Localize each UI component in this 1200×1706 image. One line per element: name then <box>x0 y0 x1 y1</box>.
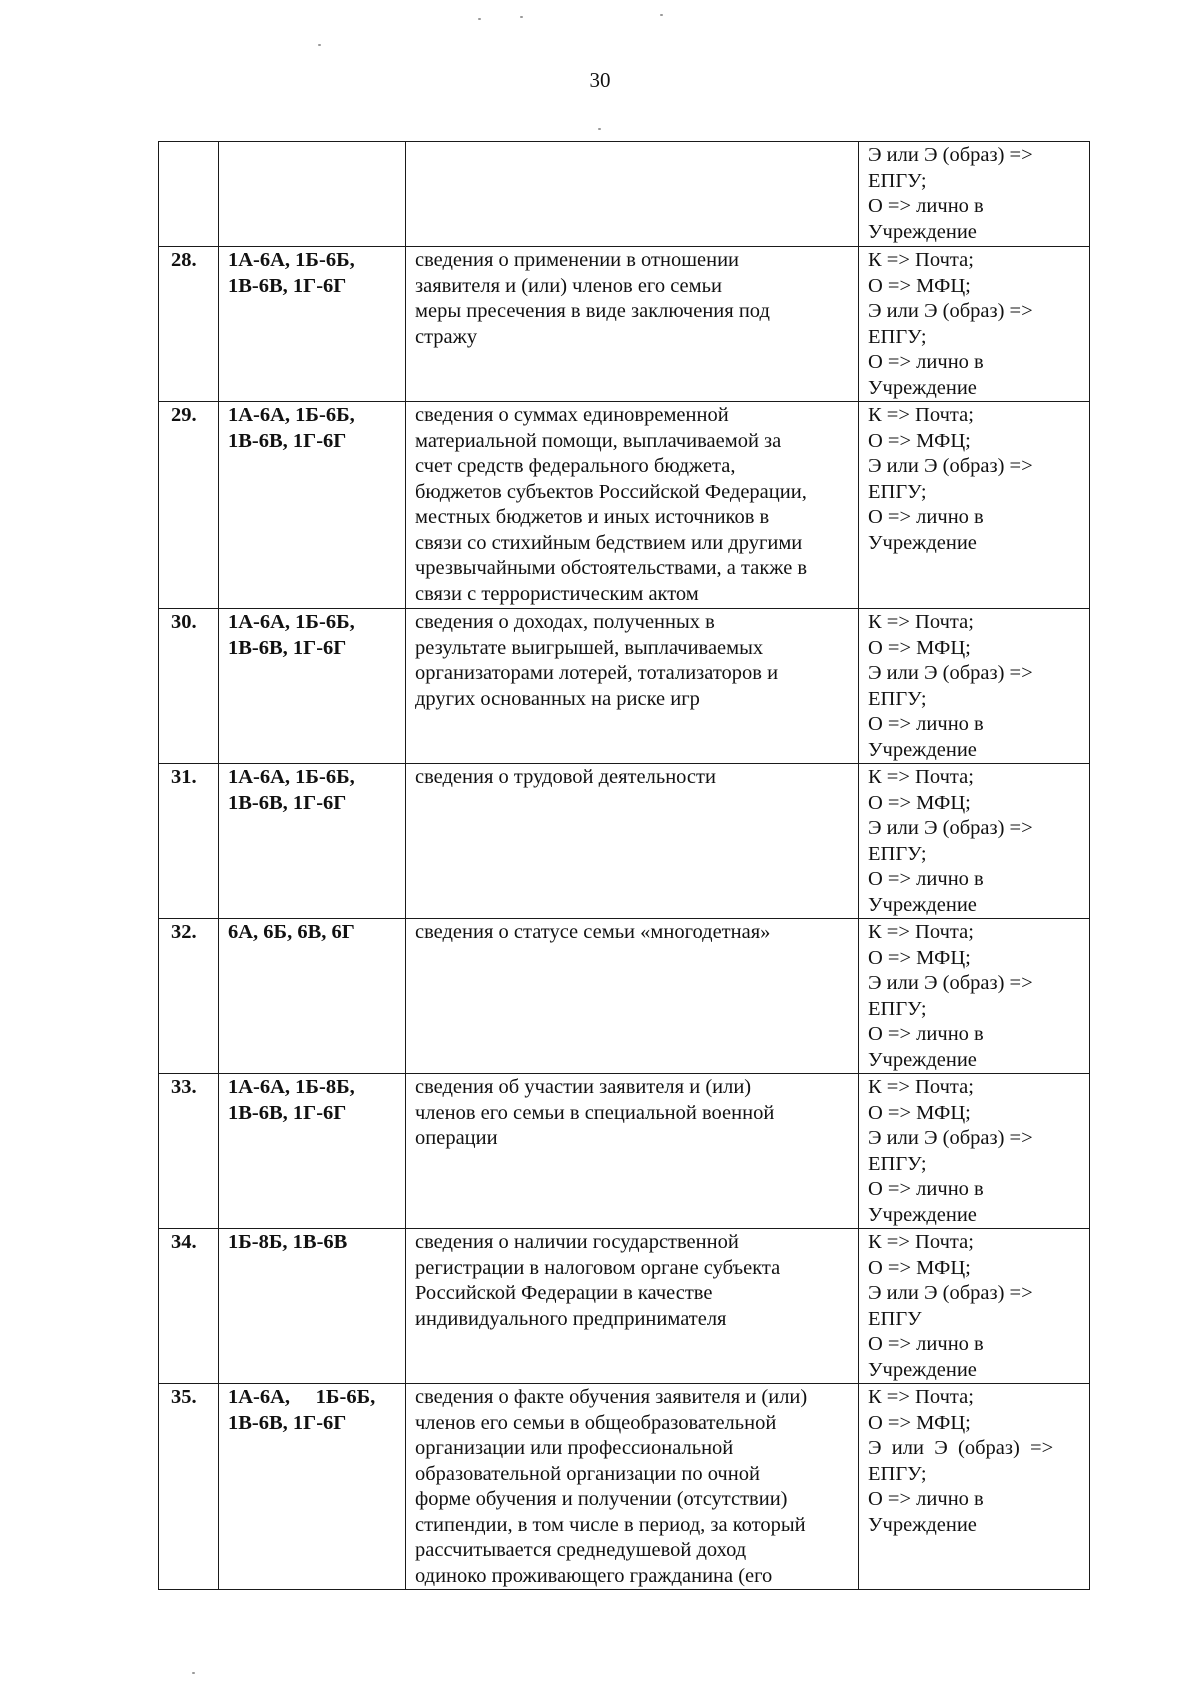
row-number: 30. <box>171 611 197 633</box>
submission-method-line: ЕПГУ; <box>868 325 927 348</box>
submission-method-cell <box>859 1074 1090 1229</box>
description-line: сведения о трудовой деятельности <box>415 766 716 788</box>
description-cell <box>406 609 859 764</box>
description-line: сведения об участии заявителя и (или) <box>415 1076 752 1098</box>
submission-method-cell <box>859 247 1090 402</box>
description-line: сведения о наличии государственной <box>415 1231 739 1253</box>
submission-method-line: Учреждение <box>868 220 977 243</box>
submission-method-line: К => Почта; <box>868 1386 974 1408</box>
description-line: других основанных на риске игр <box>415 687 700 710</box>
submission-method-line: О => лично в <box>868 1333 984 1355</box>
category-codes-line: 1В-6В, 1Г-6Г <box>228 1411 347 1434</box>
category-codes-cell <box>219 402 406 609</box>
category-codes-line: 1В-6В, 1Г-6Г <box>228 274 347 297</box>
submission-method-line: ЕПГУ; <box>868 1152 927 1175</box>
submission-method-line: О => МФЦ; <box>868 636 971 659</box>
submission-method-line: ЕПГУ; <box>868 687 927 710</box>
table-row <box>159 142 1090 247</box>
submission-method-line: К => Почта; <box>868 611 974 633</box>
category-codes-cell <box>219 1384 406 1590</box>
description-line: одиноко проживающего гражданина (его <box>415 1564 773 1587</box>
scan-speck <box>598 128 601 130</box>
description-line: связи со стихийным бедствием или другими <box>415 531 803 554</box>
description-line: операции <box>415 1127 498 1149</box>
category-codes-line: 1А-6А, 1Б-6Б, <box>228 404 355 426</box>
description-line: рассчитывается среднедушевой доход <box>415 1539 747 1561</box>
row-number-cell <box>159 609 219 764</box>
description-cell <box>406 764 859 919</box>
table-row <box>159 609 1090 764</box>
row-number: 32. <box>171 921 197 943</box>
row-number-cell <box>159 1229 219 1384</box>
description-line: сведения о доходах, полученных в <box>415 611 715 633</box>
description-cell <box>406 142 859 247</box>
scan-speck <box>318 44 321 46</box>
row-number-cell <box>159 1384 219 1590</box>
submission-method-line: Э или Э (образ) => <box>868 144 1033 166</box>
description-line: регистрации в налоговом органе субъекта <box>415 1256 781 1279</box>
category-codes-line: 1В-6В, 1Г-6Г <box>228 429 347 452</box>
submission-method-cell <box>859 1229 1090 1384</box>
category-codes-cell <box>219 142 406 247</box>
description-cell <box>406 1384 859 1590</box>
submission-method-line: Учреждение <box>868 1358 977 1381</box>
submission-method-cell <box>859 1384 1090 1590</box>
row-number: 35. <box>171 1386 197 1408</box>
submission-method-cell <box>859 402 1090 609</box>
row-number-cell <box>159 247 219 402</box>
submission-method-line: О => МФЦ; <box>868 946 971 969</box>
description-line: членов его семьи в общеобразовательной <box>415 1411 777 1434</box>
submission-method-line: Э или Э (образ) => <box>868 300 1033 322</box>
submission-method-line: К => Почта; <box>868 921 974 943</box>
scan-speck <box>192 1672 195 1674</box>
submission-method-cell <box>859 142 1090 247</box>
submission-method-line: Э или Э (образ) => <box>868 817 1033 839</box>
description-cell <box>406 1229 859 1384</box>
table-row <box>159 1074 1090 1229</box>
category-codes-line: 1А-6А, 1Б-6Б, <box>228 766 355 788</box>
category-codes-cell <box>219 609 406 764</box>
row-number-cell <box>159 919 219 1074</box>
description-cell <box>406 1074 859 1229</box>
description-line: членов его семьи в специальной военной <box>415 1101 775 1124</box>
submission-method-line: Учреждение <box>868 738 977 761</box>
submission-method-line: К => Почта; <box>868 249 974 271</box>
submission-method-cell <box>859 919 1090 1074</box>
description-line: бюджетов субъектов Российской Федерации, <box>415 480 807 503</box>
description-line: форме обучения и получении (отсутствии) <box>415 1488 788 1510</box>
description-cell <box>406 919 859 1074</box>
row-number: 34. <box>171 1231 197 1253</box>
submission-method-line: О => лично в <box>868 1488 984 1510</box>
description-line: местных бюджетов и иных источников в <box>415 506 770 528</box>
description-line: организаторами лотерей, тотализаторов и <box>415 662 779 684</box>
submission-method-line: ЕПГУ; <box>868 842 927 865</box>
table-row <box>159 1229 1090 1384</box>
row-number: 28. <box>171 249 197 271</box>
submission-method-line: Учреждение <box>868 376 977 399</box>
category-codes-cell <box>219 247 406 402</box>
description-line: стипендии, в том числе в период, за который <box>415 1513 806 1536</box>
category-codes-line: 1Б-8Б, 1В-6В <box>228 1231 348 1253</box>
page-number: 30 <box>589 68 611 92</box>
description-line: организации или профессиональной <box>415 1437 734 1459</box>
description-line: связи с террористическим актом <box>415 582 699 605</box>
submission-method-line: ЕПГУ; <box>868 997 927 1020</box>
description-line: сведения о статусе семьи «многодетная» <box>415 921 771 943</box>
scan-speck <box>520 16 523 18</box>
description-line: меры пресечения в виде заключения под <box>415 300 770 322</box>
category-codes-cell <box>219 919 406 1074</box>
category-codes-line: 1А-6А, 1Б-6Б, <box>228 249 355 271</box>
description-line: образовательной организации по очной <box>415 1462 760 1485</box>
submission-method-line: Учреждение <box>868 531 977 554</box>
document-table <box>158 141 1090 1590</box>
submission-method-line: Э или Э (образ) => <box>868 1282 1033 1304</box>
submission-method-line: Э или Э (образ) => <box>868 972 1033 994</box>
submission-method-line: О => лично в <box>868 351 984 373</box>
description-line: Российской Федерации в качестве <box>415 1282 713 1304</box>
submission-method-line: О => лично в <box>868 506 984 528</box>
submission-method-line: Учреждение <box>868 1513 977 1536</box>
submission-method-line: К => Почта; <box>868 1231 974 1253</box>
category-codes-line: 1А-6А, 1Б-6Б, <box>228 611 355 633</box>
submission-method-line: ЕПГУ; <box>868 169 927 192</box>
submission-method-line: Э или Э (образ) => <box>868 662 1033 684</box>
description-line: результате выигрышей, выплачиваемых <box>415 636 764 659</box>
category-codes-line: 1В-6В, 1Г-6Г <box>228 1101 347 1124</box>
submission-method-line: О => лично в <box>868 195 984 217</box>
category-codes-line: 1А-6А, 1Б-8Б, <box>228 1076 355 1098</box>
submission-method-cell <box>859 764 1090 919</box>
description-line: счет средств федерального бюджета, <box>415 455 736 477</box>
row-number: 31. <box>171 766 197 788</box>
submission-method-line: Учреждение <box>868 893 977 916</box>
submission-method-line: О => лично в <box>868 1178 984 1200</box>
row-number-cell <box>159 1074 219 1229</box>
description-line: сведения о факте обучения заявителя и (или) <box>415 1386 808 1408</box>
submission-method-line: О => МФЦ; <box>868 791 971 814</box>
table-row <box>159 1384 1090 1590</box>
submission-method-line: О => МФЦ; <box>868 274 971 297</box>
category-codes-line: 6А, 6Б, 6В, 6Г <box>228 921 355 943</box>
description-line: сведения о применении в отношении <box>415 249 740 271</box>
scan-speck <box>660 14 663 16</box>
row-number-cell <box>159 402 219 609</box>
table-row <box>159 919 1090 1074</box>
category-codes-line: 1В-6В, 1Г-6Г <box>228 791 347 814</box>
submission-method-line: ЕПГУ; <box>868 480 927 503</box>
submission-method-line: О => лично в <box>868 868 984 890</box>
submission-method-line: О => лично в <box>868 1023 984 1045</box>
submission-method-line: О => МФЦ; <box>868 1101 971 1124</box>
category-codes-line: 1А-6А, 1Б-6Б, <box>228 1386 376 1408</box>
description-line: заявителя и (или) членов его семьи <box>415 274 722 297</box>
description-line: сведения о суммах единовременной <box>415 404 729 426</box>
submission-method-line: Э или Э (образ) => <box>868 1127 1033 1149</box>
category-codes-cell <box>219 1074 406 1229</box>
submission-method-line: О => МФЦ; <box>868 1256 971 1279</box>
submission-method-line: О => МФЦ; <box>868 429 971 452</box>
description-line: индивидуального предпринимателя <box>415 1307 727 1330</box>
row-number-cell <box>159 142 219 247</box>
submission-method-line: ЕПГУ; <box>868 1462 927 1485</box>
row-number-cell <box>159 764 219 919</box>
submission-method-line: Учреждение <box>868 1048 977 1071</box>
table-row <box>159 764 1090 919</box>
table-row <box>159 247 1090 402</box>
scan-speck <box>478 18 481 20</box>
description-cell <box>406 247 859 402</box>
description-cell <box>406 402 859 609</box>
description-line: чрезвычайными обстоятельствами, а также в <box>415 557 808 579</box>
submission-method-line: Учреждение <box>868 1203 977 1226</box>
category-codes-cell <box>219 1229 406 1384</box>
submission-method-line: О => лично в <box>868 713 984 735</box>
description-line: стражу <box>415 325 478 348</box>
category-codes-cell <box>219 764 406 919</box>
row-number: 29. <box>171 404 197 426</box>
submission-method-cell <box>859 609 1090 764</box>
submission-method-line: К => Почта; <box>868 1076 974 1098</box>
submission-method-line: К => Почта; <box>868 766 974 788</box>
submission-method-line: Э или Э (образ) => <box>868 1437 1054 1459</box>
submission-method-line: К => Почта; <box>868 404 974 426</box>
table-row <box>159 402 1090 609</box>
category-codes-line: 1В-6В, 1Г-6Г <box>228 636 347 659</box>
submission-method-line: ЕПГУ <box>868 1307 922 1330</box>
row-number: 33. <box>171 1076 197 1098</box>
description-line: материальной помощи, выплачиваемой за <box>415 429 782 452</box>
submission-method-line: О => МФЦ; <box>868 1411 971 1434</box>
submission-method-line: Э или Э (образ) => <box>868 455 1033 477</box>
